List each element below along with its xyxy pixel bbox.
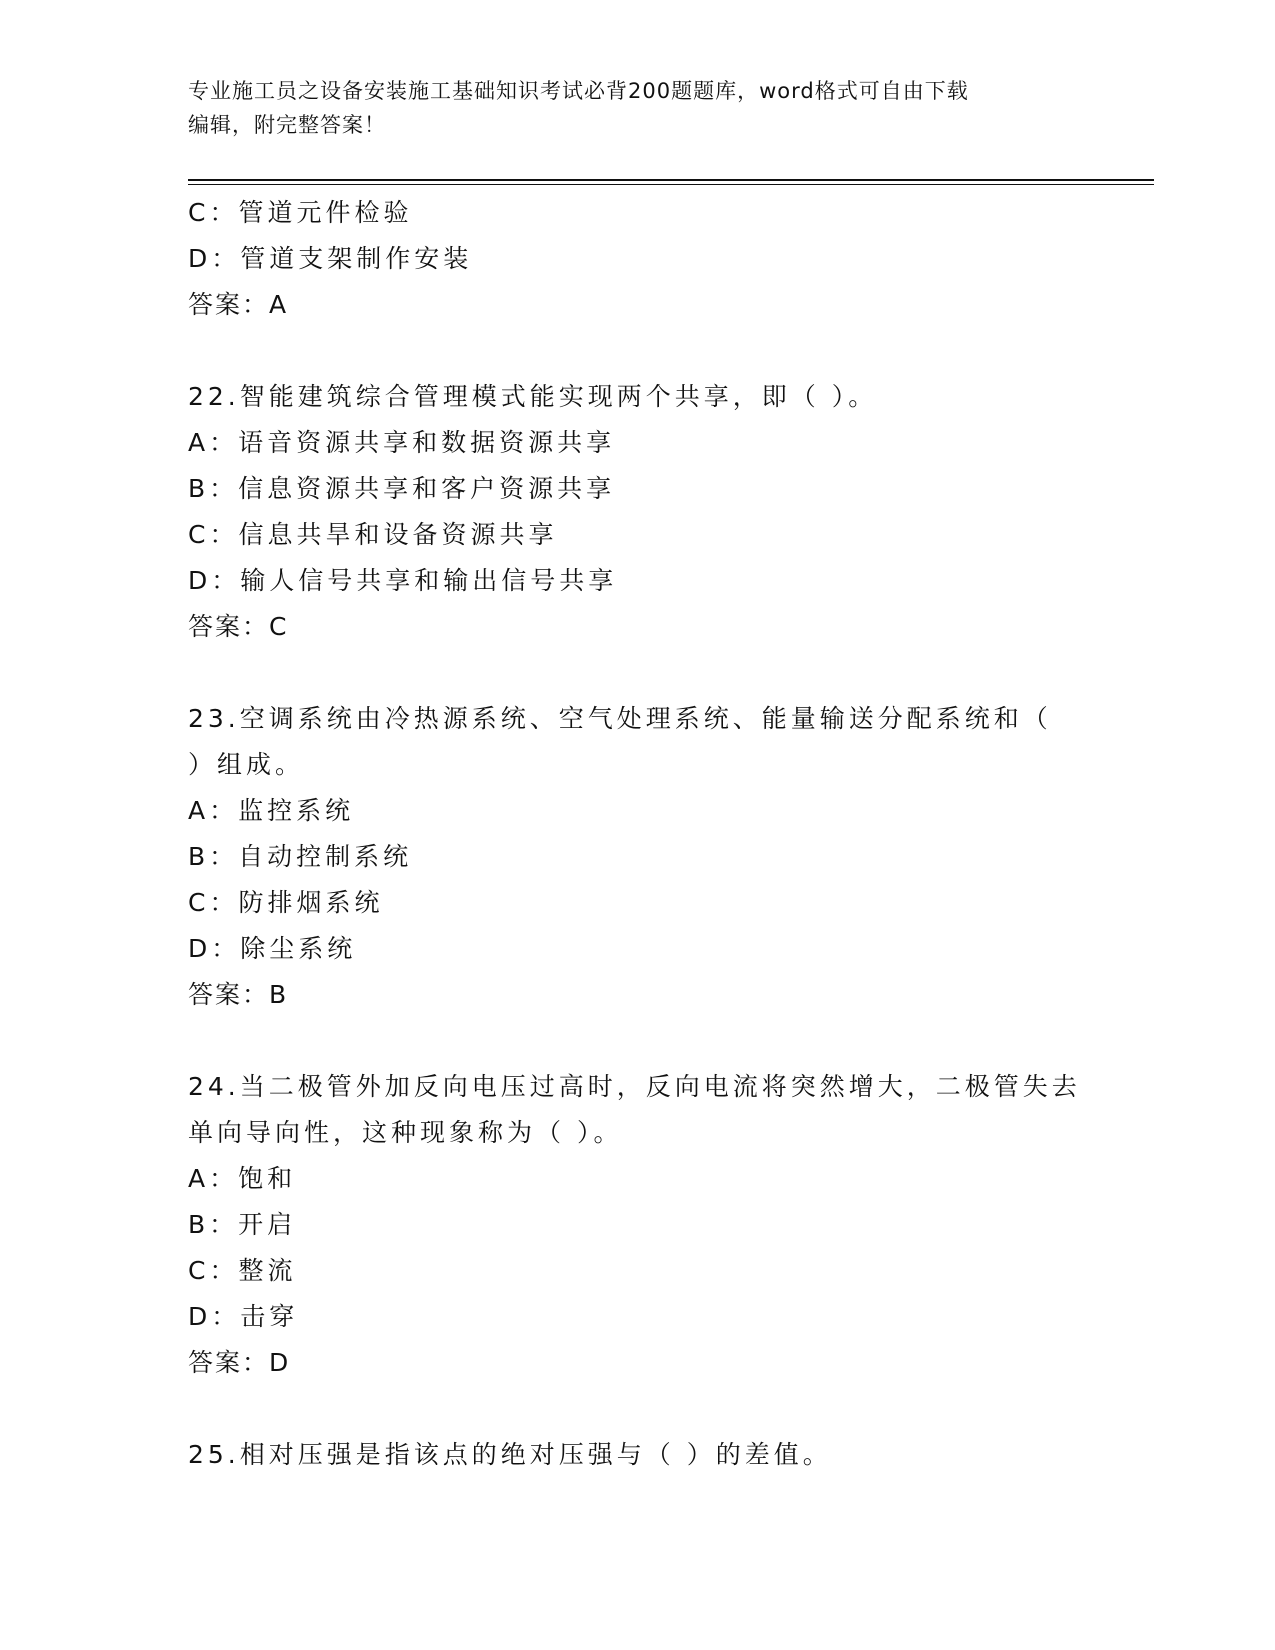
question-25 [188,1432,1088,1478]
question-24 [188,1064,1088,1386]
spacer [188,650,1088,696]
question-content [188,190,1088,1478]
spacer [188,328,1088,374]
spacer [188,1018,1088,1064]
option-a: A：饱和 [188,1164,297,1193]
header-rule-thick [188,179,1154,181]
header-line-1: 专业施工员之设备安装施工基础知识考试必背200题题库，word格式可自由下载 [188,79,969,103]
spacer [188,1386,1088,1432]
question-stem: 22.智能建筑综合管理模式能实现两个共享，即（ ）。 [188,382,878,411]
option-d: D：除尘系统 [188,934,357,963]
header-line-2: 编辑，附完整答案！ [188,113,386,137]
question-stem-continued: 单向导向性，这种现象称为（ ）。 [188,1118,623,1147]
answer-line: 答案：D [188,1348,291,1377]
question-22 [188,374,1088,650]
option-b: B：自动控制系统 [188,842,413,871]
option-b: B：信息资源共享和客户资源共享 [188,474,616,503]
question-stem: 24.当二极管外加反向电压过高时，反向电流将突然增大，二极管失去 [188,1072,1081,1101]
question-stem-continued: ）组成。 [188,750,305,779]
option-d: D：击穿 [188,1302,299,1331]
previous-question-tail [188,190,1088,328]
answer-line: 答案：A [188,290,289,319]
option-c: C：防排烟系统 [188,888,384,917]
option-c: C：整流 [188,1256,297,1285]
question-stem: 23.空调系统由冷热源系统、空气处理系统、能量输送分配系统和（ [188,704,1052,733]
option-d: D：管道支架制作安装 [188,244,473,273]
option-a: A：监控系统 [188,796,355,825]
option-d: D：输人信号共享和输出信号共享 [188,566,618,595]
document-header [188,74,1088,142]
option-c: C：管道元件检验 [188,198,413,227]
option-a: A：语音资源共享和数据资源共享 [188,428,616,457]
question-stem: 25.相对压强是指该点的绝对压强与（ ）的差值。 [188,1440,832,1469]
question-23 [188,696,1088,1018]
answer-line: 答案：B [188,980,289,1009]
option-c: C：信息共旱和设备资源共享 [188,520,558,549]
answer-line: 答案：C [188,612,289,641]
header-rule-thin [188,184,1154,185]
option-b: B：开启 [188,1210,297,1239]
